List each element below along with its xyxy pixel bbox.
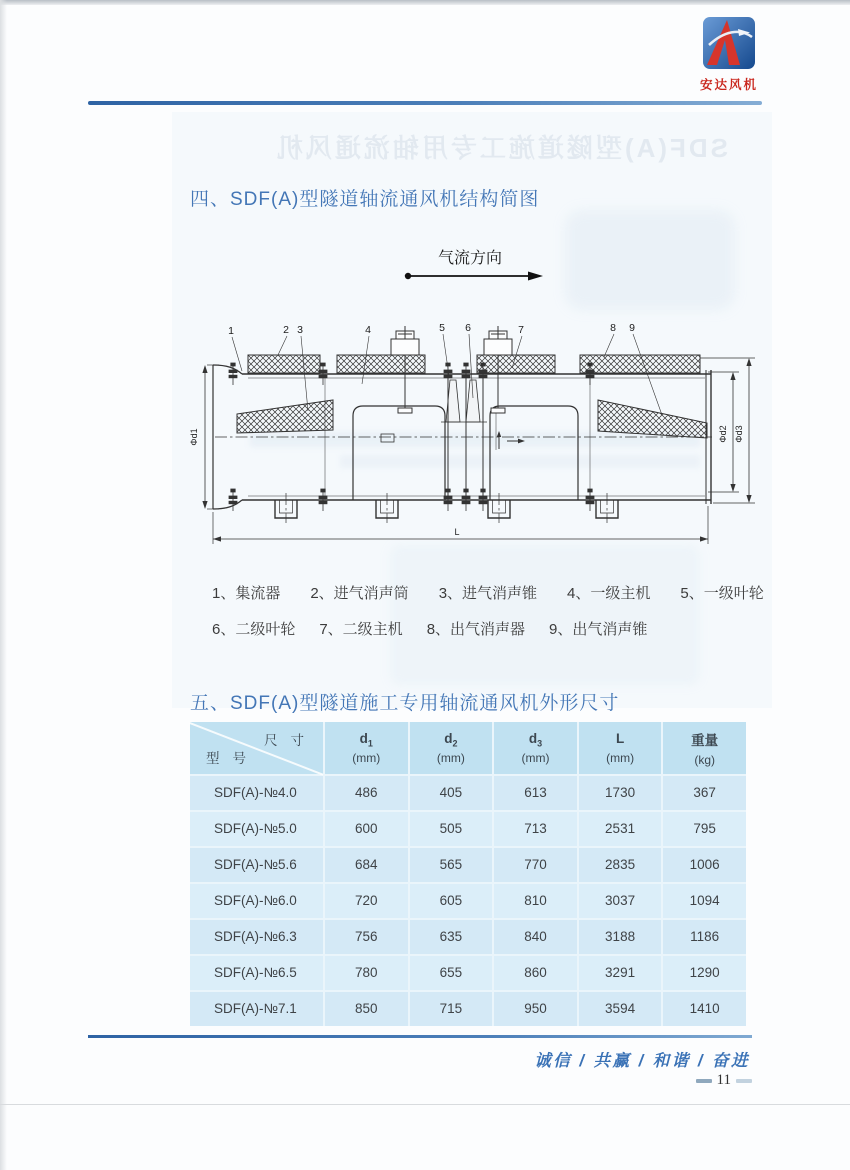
dimension-length — [213, 506, 708, 544]
cell-length: 2835 — [577, 848, 662, 882]
cell-d2: 715 — [408, 992, 493, 1026]
svg-text:Φd2: Φd2 — [718, 425, 728, 443]
header-divider — [88, 101, 762, 105]
company-name: 安达风机 — [699, 78, 758, 92]
cell-d2: 635 — [408, 920, 493, 954]
cell-model: SDF(A)-№7.1 — [214, 1001, 297, 1016]
table-header-row — [190, 722, 746, 774]
diagram-legend-row-1 — [212, 582, 764, 603]
svg-text:Φd3: Φd3 — [734, 425, 744, 443]
diagram-legend-row-2 — [212, 618, 647, 639]
svg-text:6: 6 — [465, 322, 471, 334]
table-column-headers — [323, 722, 746, 774]
table-row — [190, 990, 746, 1026]
cell-model: SDF(A)-№5.6 — [214, 857, 297, 872]
intake-silencer-cone — [237, 400, 333, 433]
fan-structure-diagram — [185, 322, 765, 560]
pagenum-bar-right — [736, 1079, 752, 1083]
cell-d3: 613 — [492, 776, 577, 810]
cell-length: 1730 — [577, 776, 662, 810]
airflow-label: 气流方向 — [437, 250, 503, 267]
cell-length: 3037 — [577, 884, 662, 918]
column-header: $d_3$ (mm) — [492, 722, 577, 774]
cell-length: 3594 — [577, 992, 662, 1026]
cell-weight: 367 — [661, 776, 746, 810]
footer-slogan: 诚信 / 共赢 / 和谐 / 奋进 — [534, 1052, 750, 1070]
cell-d1: 756 — [323, 920, 408, 954]
cell-d1: 720 — [323, 884, 408, 918]
cell-d2: 405 — [408, 776, 493, 810]
cell-length: 3188 — [577, 920, 662, 954]
cell-d3: 840 — [492, 920, 577, 954]
legend-item: 5、一级叶轮 — [680, 585, 764, 602]
cell-d1: 780 — [323, 956, 408, 990]
scan-edge-left — [0, 0, 7, 1170]
svg-text:9: 9 — [629, 322, 635, 334]
legend-item: 3、进气消声锥 — [438, 585, 538, 602]
section5-title: 五、SDF(A)型隧道施工专用轴流通风机外形尺寸 — [190, 693, 620, 714]
cell-d1: 850 — [323, 992, 408, 1026]
cell-d2: 605 — [408, 884, 493, 918]
corner-label-dimension: 尺寸 — [264, 733, 317, 748]
legend-item: 2、进气消声筒 — [310, 585, 409, 602]
cell-d1: 486 — [323, 776, 408, 810]
table-corner-cell — [190, 722, 323, 774]
bleedthrough-blob — [565, 210, 735, 310]
svg-text:2: 2 — [283, 324, 289, 336]
column-header: 重量 (kg) — [661, 722, 746, 774]
cell-d3: 860 — [492, 956, 577, 990]
cell-d2: 565 — [408, 848, 493, 882]
legend-item: 8、出气消声器 — [426, 621, 526, 638]
table-row — [190, 810, 746, 846]
legend-item: 9、出气消声锥 — [549, 621, 648, 638]
dimension-d1 — [189, 365, 219, 509]
table-body — [190, 774, 746, 1026]
cell-model: SDF(A)-№6.5 — [214, 965, 297, 980]
svg-text:4: 4 — [365, 324, 371, 336]
cell-weight: 1410 — [661, 992, 746, 1026]
cell-d2: 655 — [408, 956, 493, 990]
table-row — [190, 918, 746, 954]
airflow-direction — [392, 246, 552, 286]
legend-item: 1、集流器 — [212, 585, 281, 602]
stage1-machine-body — [353, 406, 445, 500]
cell-d1: 684 — [323, 848, 408, 882]
cell-d2: 505 — [408, 812, 493, 846]
cell-weight: 1094 — [661, 884, 746, 918]
cell-d1: 600 — [323, 812, 408, 846]
arrow-head — [528, 272, 543, 281]
table-row — [190, 774, 746, 810]
bleedthrough-title: SDF(A)型隧道施工专用轴流通风机 — [273, 133, 728, 163]
column-header: $d_1$ (mm) — [323, 722, 408, 774]
page-number: 11 — [716, 1072, 731, 1088]
cell-weight: 1186 — [661, 920, 746, 954]
cell-d3: 713 — [492, 812, 577, 846]
svg-text:5: 5 — [439, 322, 445, 334]
svg-text:L: L — [454, 527, 460, 537]
scan-fold-line — [0, 1104, 850, 1105]
legend-item: 4、一级主机 — [567, 585, 651, 602]
cell-length: 2531 — [577, 812, 662, 846]
cell-d3: 810 — [492, 884, 577, 918]
cell-length: 3291 — [577, 956, 662, 990]
svg-text:3: 3 — [297, 324, 303, 336]
svg-text:7: 7 — [518, 324, 524, 336]
footer-divider — [88, 1035, 752, 1038]
cell-weight: 1290 — [661, 956, 746, 990]
bleedthrough-table-ghost — [390, 545, 700, 685]
table-row — [190, 846, 746, 882]
cell-weight: 1006 — [661, 848, 746, 882]
dimensions-table — [190, 722, 746, 1026]
table-row — [190, 954, 746, 990]
svg-text:Φd1: Φd1 — [189, 428, 199, 446]
cell-weight: 795 — [661, 812, 746, 846]
legend-item: 6、二级叶轮 — [212, 621, 296, 638]
cell-model: SDF(A)-№6.0 — [214, 893, 297, 908]
svg-text:8: 8 — [610, 322, 616, 334]
svg-text:1: 1 — [228, 325, 234, 337]
company-logo-icon — [698, 16, 760, 74]
table-row — [190, 882, 746, 918]
corner-label-model: 型号 — [206, 751, 259, 766]
legend-item: 7、二级主机 — [319, 621, 403, 638]
cell-d3: 950 — [492, 992, 577, 1026]
column-header: $d_2$ (mm) — [408, 722, 493, 774]
cell-d3: 770 — [492, 848, 577, 882]
pagenum-bar-left — [696, 1079, 712, 1083]
cell-model: SDF(A)-№6.3 — [214, 929, 297, 944]
page-number-block — [696, 1072, 752, 1089]
scan-edge-top — [0, 0, 850, 5]
column-header: L (mm) — [577, 722, 662, 774]
stage2-machine-body — [490, 406, 578, 500]
outlet-silencer-cone — [598, 400, 707, 438]
section4-title: 四、SDF(A)型隧道轴流通风机结构简图 — [190, 189, 540, 210]
cell-model: SDF(A)-№4.0 — [214, 785, 297, 800]
cell-model: SDF(A)-№5.0 — [214, 821, 297, 836]
